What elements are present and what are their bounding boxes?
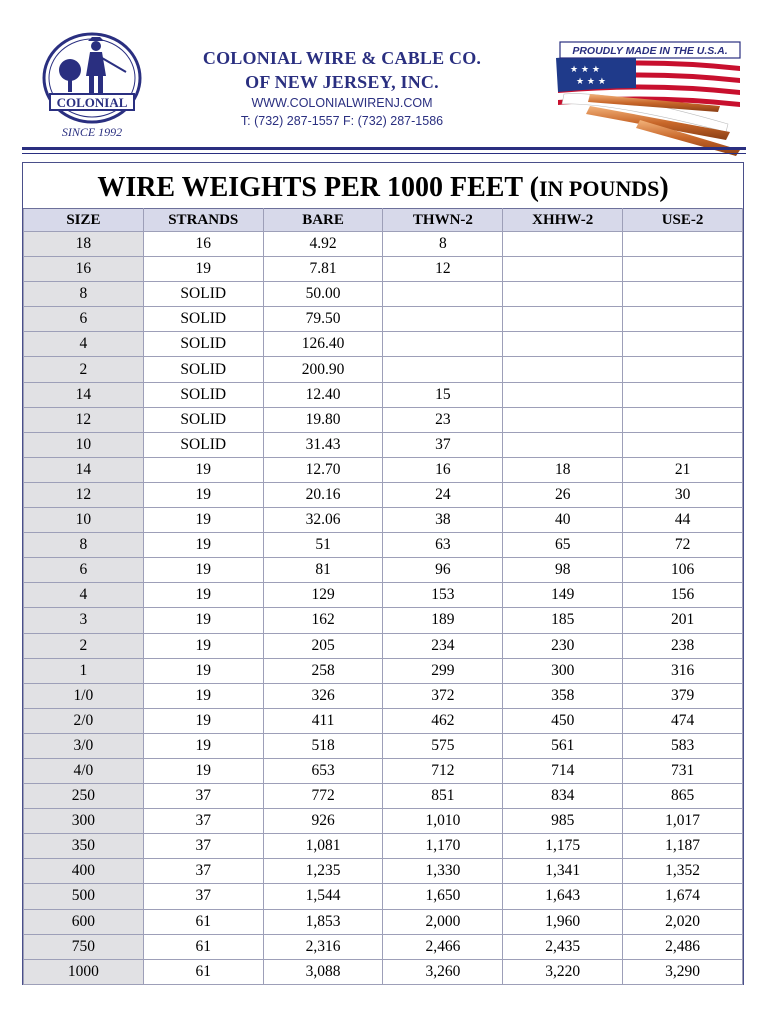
table-cell: 156 [623,583,743,608]
table-cell: 238 [623,633,743,658]
table-cell: 14 [24,457,144,482]
table-cell [503,382,623,407]
company-phone: T: (732) 287-1557 F: (732) 287-1586 [240,114,444,128]
table-cell: 379 [623,683,743,708]
table-cell: 19 [143,457,263,482]
table-cell [503,432,623,457]
table-cell: 185 [503,608,623,633]
table-cell: 300 [503,658,623,683]
table-row [24,357,743,382]
table-cell: 400 [24,859,144,884]
table-cell: 851 [383,784,503,809]
table-cell [383,332,503,357]
column-header-bare: BARE [263,209,383,232]
table-cell: 2,000 [383,909,503,934]
table-cell: 16 [24,257,144,282]
table-title [23,163,743,208]
table-cell: 372 [383,683,503,708]
table-cell: 37 [143,884,263,909]
table-cell: 12 [383,257,503,282]
header-rule [22,147,746,150]
table-cell: SOLID [143,432,263,457]
table-row [24,758,743,783]
table-row [24,884,743,909]
column-header-use-2: USE-2 [623,209,743,232]
table-cell: 162 [263,608,383,633]
table-cell: 300 [24,809,144,834]
table-row [24,332,743,357]
table-cell: 61 [143,959,263,984]
table-cell: 865 [623,784,743,809]
table-row [24,859,743,884]
table-cell: 12 [24,407,144,432]
table-cell [623,357,743,382]
company-website[interactable]: WWW.COLONIALWIRENJ.COM [251,96,433,110]
table-cell: 985 [503,809,623,834]
table-title-main: WIRE WEIGHTS PER 1000 FEET ( [97,172,539,203]
table-cell: 1000 [24,959,144,984]
column-header-xhhw-2: XHHW-2 [503,209,623,232]
table-row [24,834,743,859]
table-cell: 37 [143,834,263,859]
table-cell: SOLID [143,332,263,357]
table-cell [623,332,743,357]
table-cell: 2/0 [24,708,144,733]
table-cell: 316 [623,658,743,683]
wire-weights-table-box [22,162,744,985]
table-cell [503,407,623,432]
table-row [24,232,743,257]
table-cell [623,307,743,332]
company-info [150,46,534,130]
table-cell: 3,220 [503,959,623,984]
table-cell: 200.90 [263,357,383,382]
table-row [24,457,743,482]
table-cell [503,357,623,382]
table-cell: 3,260 [383,959,503,984]
table-cell: 326 [263,683,383,708]
table-cell [383,282,503,307]
table-cell: 462 [383,708,503,733]
table-cell: 20.16 [263,482,383,507]
svg-text:★ ★ ★: ★ ★ ★ [576,77,606,87]
table-cell: 1,170 [383,834,503,859]
table-cell: 19.80 [263,407,383,432]
table-cell: 61 [143,909,263,934]
usa-flag-wire-image [550,32,750,160]
table-cell: 23 [383,407,503,432]
table-cell: 37 [143,809,263,834]
table-cell [383,357,503,382]
table-cell: 65 [503,533,623,558]
table-cell: SOLID [143,357,263,382]
table-cell: 19 [143,482,263,507]
table-cell: 2 [24,633,144,658]
table-cell: 3 [24,608,144,633]
table-cell: 1,643 [503,884,623,909]
table-cell: 1,960 [503,909,623,934]
table-row [24,708,743,733]
table-cell: 3/0 [24,733,144,758]
table-cell [383,307,503,332]
table-row [24,608,743,633]
table-cell: 1,352 [623,859,743,884]
table-cell: 600 [24,909,144,934]
table-cell: 126.40 [263,332,383,357]
table-body [24,232,743,985]
table-cell: 12.40 [263,382,383,407]
table-cell: 2,466 [383,934,503,959]
table-row [24,508,743,533]
table-cell: 1,010 [383,809,503,834]
table-cell: 19 [143,508,263,533]
table-cell: 205 [263,633,383,658]
table-cell: 250 [24,784,144,809]
table-cell: 712 [383,758,503,783]
table-row [24,959,743,984]
table-cell [623,407,743,432]
column-header-thwn-2: THWN-2 [383,209,503,232]
table-cell [623,232,743,257]
table-row [24,909,743,934]
table-cell: 2,020 [623,909,743,934]
table-cell: 575 [383,733,503,758]
table-cell: 1,017 [623,809,743,834]
table-cell [623,382,743,407]
table-cell: 7.81 [263,257,383,282]
table-row [24,633,743,658]
table-cell: 4 [24,583,144,608]
table-row [24,282,743,307]
table-row [24,784,743,809]
table-cell: 8 [383,232,503,257]
table-cell: 19 [143,608,263,633]
table-cell: SOLID [143,282,263,307]
table-row [24,257,743,282]
table-cell [503,282,623,307]
table-cell: 714 [503,758,623,783]
table-cell: 189 [383,608,503,633]
table-cell: 16 [143,232,263,257]
svg-text:★ ★ ★: ★ ★ ★ [570,65,600,75]
table-cell: 1,187 [623,834,743,859]
table-cell: 26 [503,482,623,507]
wire-weights-table [23,208,743,985]
table-cell: 1/0 [24,683,144,708]
logo-text: COLONIAL [56,95,128,110]
table-cell: 12.70 [263,457,383,482]
table-cell: 201 [623,608,743,633]
table-cell: 12 [24,482,144,507]
table-cell: 72 [623,533,743,558]
table-cell: 19 [143,533,263,558]
table-cell: 18 [503,457,623,482]
table-cell: 450 [503,708,623,733]
table-cell: 96 [383,558,503,583]
table-cell: 518 [263,733,383,758]
table-cell: 8 [24,533,144,558]
table-cell: SOLID [143,407,263,432]
table-cell: 10 [24,432,144,457]
table-cell: 731 [623,758,743,783]
table-row [24,809,743,834]
table-cell: 63 [383,533,503,558]
table-cell: 583 [623,733,743,758]
table-cell: 772 [263,784,383,809]
table-cell: 153 [383,583,503,608]
table-cell: 2,435 [503,934,623,959]
table-cell: 926 [263,809,383,834]
table-cell: 14 [24,382,144,407]
table-cell: 19 [143,683,263,708]
table-cell: 1 [24,658,144,683]
table-cell: 2,316 [263,934,383,959]
table-cell: 149 [503,583,623,608]
column-header-size: SIZE [24,209,144,232]
table-row [24,558,743,583]
table-cell: 1,081 [263,834,383,859]
table-cell: 37 [143,859,263,884]
table-cell [623,282,743,307]
table-cell: 3,088 [263,959,383,984]
table-cell: 10 [24,508,144,533]
table-cell: 19 [143,633,263,658]
table-cell [503,232,623,257]
table-cell: 4.92 [263,232,383,257]
table-row [24,407,743,432]
table-cell: 350 [24,834,144,859]
table-cell: 19 [143,658,263,683]
table-cell: 44 [623,508,743,533]
table-row [24,482,743,507]
table-cell: 6 [24,307,144,332]
table-cell: 37 [383,432,503,457]
table-cell: 31.43 [263,432,383,457]
table-cell: 98 [503,558,623,583]
table-cell: 234 [383,633,503,658]
table-cell: 3,290 [623,959,743,984]
table-cell: 500 [24,884,144,909]
table-cell: 1,544 [263,884,383,909]
table-cell: 79.50 [263,307,383,332]
table-cell: 4 [24,332,144,357]
table-cell: 561 [503,733,623,758]
table-cell: 6 [24,558,144,583]
table-cell: 230 [503,633,623,658]
table-cell: 1,853 [263,909,383,934]
made-in-usa-badge: PROUDLY MADE IN THE U.S.A. [572,45,728,57]
table-row [24,307,743,332]
table-cell: 1,175 [503,834,623,859]
table-cell: 1,674 [623,884,743,909]
table-row [24,658,743,683]
table-cell: SOLID [143,382,263,407]
table-cell: 299 [383,658,503,683]
table-cell: 411 [263,708,383,733]
table-cell: 61 [143,934,263,959]
table-row [24,382,743,407]
table-cell: 19 [143,257,263,282]
table-cell: 106 [623,558,743,583]
table-cell: 129 [263,583,383,608]
table-cell: 40 [503,508,623,533]
table-cell: 358 [503,683,623,708]
company-state: OF NEW JERSEY, INC. [245,72,439,92]
table-header-row [24,209,743,232]
table-cell: 474 [623,708,743,733]
table-cell: 51 [263,533,383,558]
colonial-logo [40,28,144,140]
table-cell: 8 [24,282,144,307]
table-title-close: ) [659,172,669,203]
table-cell [503,332,623,357]
table-cell: 2,486 [623,934,743,959]
table-cell: 19 [143,583,263,608]
table-cell: 258 [263,658,383,683]
table-row [24,583,743,608]
table-cell: 16 [383,457,503,482]
table-cell: SOLID [143,307,263,332]
page-header [0,0,768,150]
table-cell: 19 [143,733,263,758]
table-cell: 18 [24,232,144,257]
table-cell: 653 [263,758,383,783]
table-cell: 15 [383,382,503,407]
table-cell: 750 [24,934,144,959]
table-cell: 834 [503,784,623,809]
since-text: SINCE 1992 [61,125,123,139]
table-row [24,934,743,959]
table-row [24,533,743,558]
table-cell: 30 [623,482,743,507]
table-cell [503,257,623,282]
table-cell [503,307,623,332]
table-cell: 37 [143,784,263,809]
table-cell: 1,235 [263,859,383,884]
table-title-units: IN POUNDS [538,176,660,201]
table-cell: 38 [383,508,503,533]
company-name: COLONIAL WIRE & CABLE CO. [202,48,482,68]
table-cell: 4/0 [24,758,144,783]
table-row [24,432,743,457]
header-rule-thin [22,153,746,154]
table-cell: 1,341 [503,859,623,884]
table-row [24,733,743,758]
table-cell: 19 [143,758,263,783]
table-cell: 81 [263,558,383,583]
table-cell: 24 [383,482,503,507]
table-cell: 32.06 [263,508,383,533]
table-cell: 19 [143,708,263,733]
table-cell: 2 [24,357,144,382]
table-cell [623,432,743,457]
table-cell [623,257,743,282]
table-cell: 1,650 [383,884,503,909]
table-cell: 21 [623,457,743,482]
table-cell: 1,330 [383,859,503,884]
column-header-strands: STRANDS [143,209,263,232]
table-cell: 50.00 [263,282,383,307]
table-row [24,683,743,708]
table-cell: 19 [143,558,263,583]
